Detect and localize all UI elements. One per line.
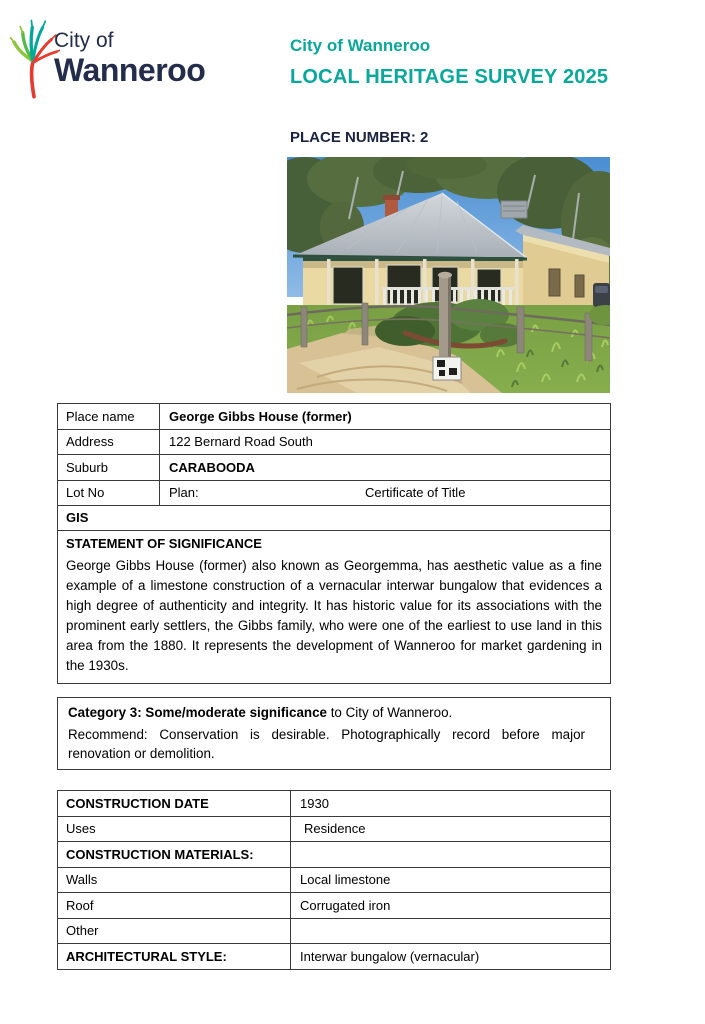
category-box: [57, 697, 611, 770]
place-name-value: George Gibbs House (former): [169, 408, 352, 424]
table-row: [58, 816, 610, 842]
address-label: Address: [58, 430, 160, 455]
place-name-label: Place name: [58, 404, 160, 429]
construction-date-label: CONSTRUCTION DATE: [58, 791, 291, 816]
table-row: [58, 892, 610, 918]
construction-materials-label: CONSTRUCTION MATERIALS:: [58, 842, 291, 867]
table-row: [58, 480, 610, 506]
other-label: Other: [58, 919, 291, 944]
table-row: [58, 918, 610, 944]
table-row: [58, 791, 610, 816]
document-title-line2: LOCAL HERITAGE SURVEY 2025: [290, 66, 609, 88]
construction-table: [57, 790, 611, 970]
address-value: 122 Bernard Road South: [169, 434, 313, 450]
category-line: [68, 703, 597, 722]
construction-materials-value: [291, 842, 610, 867]
category-label: Category 3: Some/moderate significance: [68, 705, 327, 720]
walls-label: Walls: [58, 868, 291, 893]
house-photo-illustration: [287, 157, 610, 393]
table-row: [58, 867, 610, 893]
table-row: [58, 943, 610, 969]
suburb-label: Suburb: [58, 455, 160, 480]
suburb-value: CARABOODA: [169, 459, 255, 475]
category-suffix: to City of Wanneroo.: [326, 705, 453, 720]
table-row: [58, 454, 610, 480]
gis-row: GIS: [58, 505, 610, 530]
table-row: [58, 429, 610, 455]
place-number: PLACE NUMBER: 2: [290, 129, 429, 146]
plan-label: Plan:: [169, 485, 199, 501]
statement-heading: STATEMENT OF SIGNIFICANCE: [66, 535, 262, 551]
house-photo: [287, 157, 610, 393]
certificate-of-title-label: Certificate of Title: [365, 485, 466, 501]
roof-label: Roof: [58, 893, 291, 918]
roof-value: Corrugated iron: [300, 897, 391, 913]
kangaroo-paw-icon: [8, 8, 60, 104]
document-title-line1: City of Wanneroo: [290, 36, 431, 55]
construction-date-value: 1930: [300, 795, 329, 811]
uses-label: Uses: [58, 817, 291, 842]
lot-no-value: [160, 481, 610, 506]
city-of-wanneroo-logo: [8, 8, 238, 108]
walls-value: Local limestone: [300, 872, 391, 888]
architectural-style-label: ARCHITECTURAL STYLE:: [58, 944, 291, 969]
table-row: [58, 841, 610, 867]
table-row: [58, 404, 610, 429]
architectural-style-value: Interwar bungalow (vernacular): [300, 948, 480, 964]
statement-of-significance: [58, 530, 610, 683]
recommendation-text: Recommend: Conservation is desirable. Photographically record before major renovation or demolition.: [68, 727, 585, 761]
logo-text-city-of: City of: [54, 29, 114, 52]
place-details-table: [57, 403, 611, 684]
lot-no-label: Lot No: [58, 481, 160, 506]
other-value: [291, 919, 610, 944]
statement-text: George Gibbs House (former) also known as Georgemma, has aesthetic value as a fine example of a limestone construction of a vernacular interwar bungalow that evidences a high degree of authenticity and integrity. It has historic value for its associations with the prominent early settlers, the Gibbs family, who were one of the earliest to use land in this area from the 1880. It represents the development of Wanneroo for market gardening in the 1930s.: [66, 557, 602, 673]
uses-value: Residence: [304, 821, 366, 837]
logo-text-wanneroo: Wanneroo: [54, 52, 206, 88]
